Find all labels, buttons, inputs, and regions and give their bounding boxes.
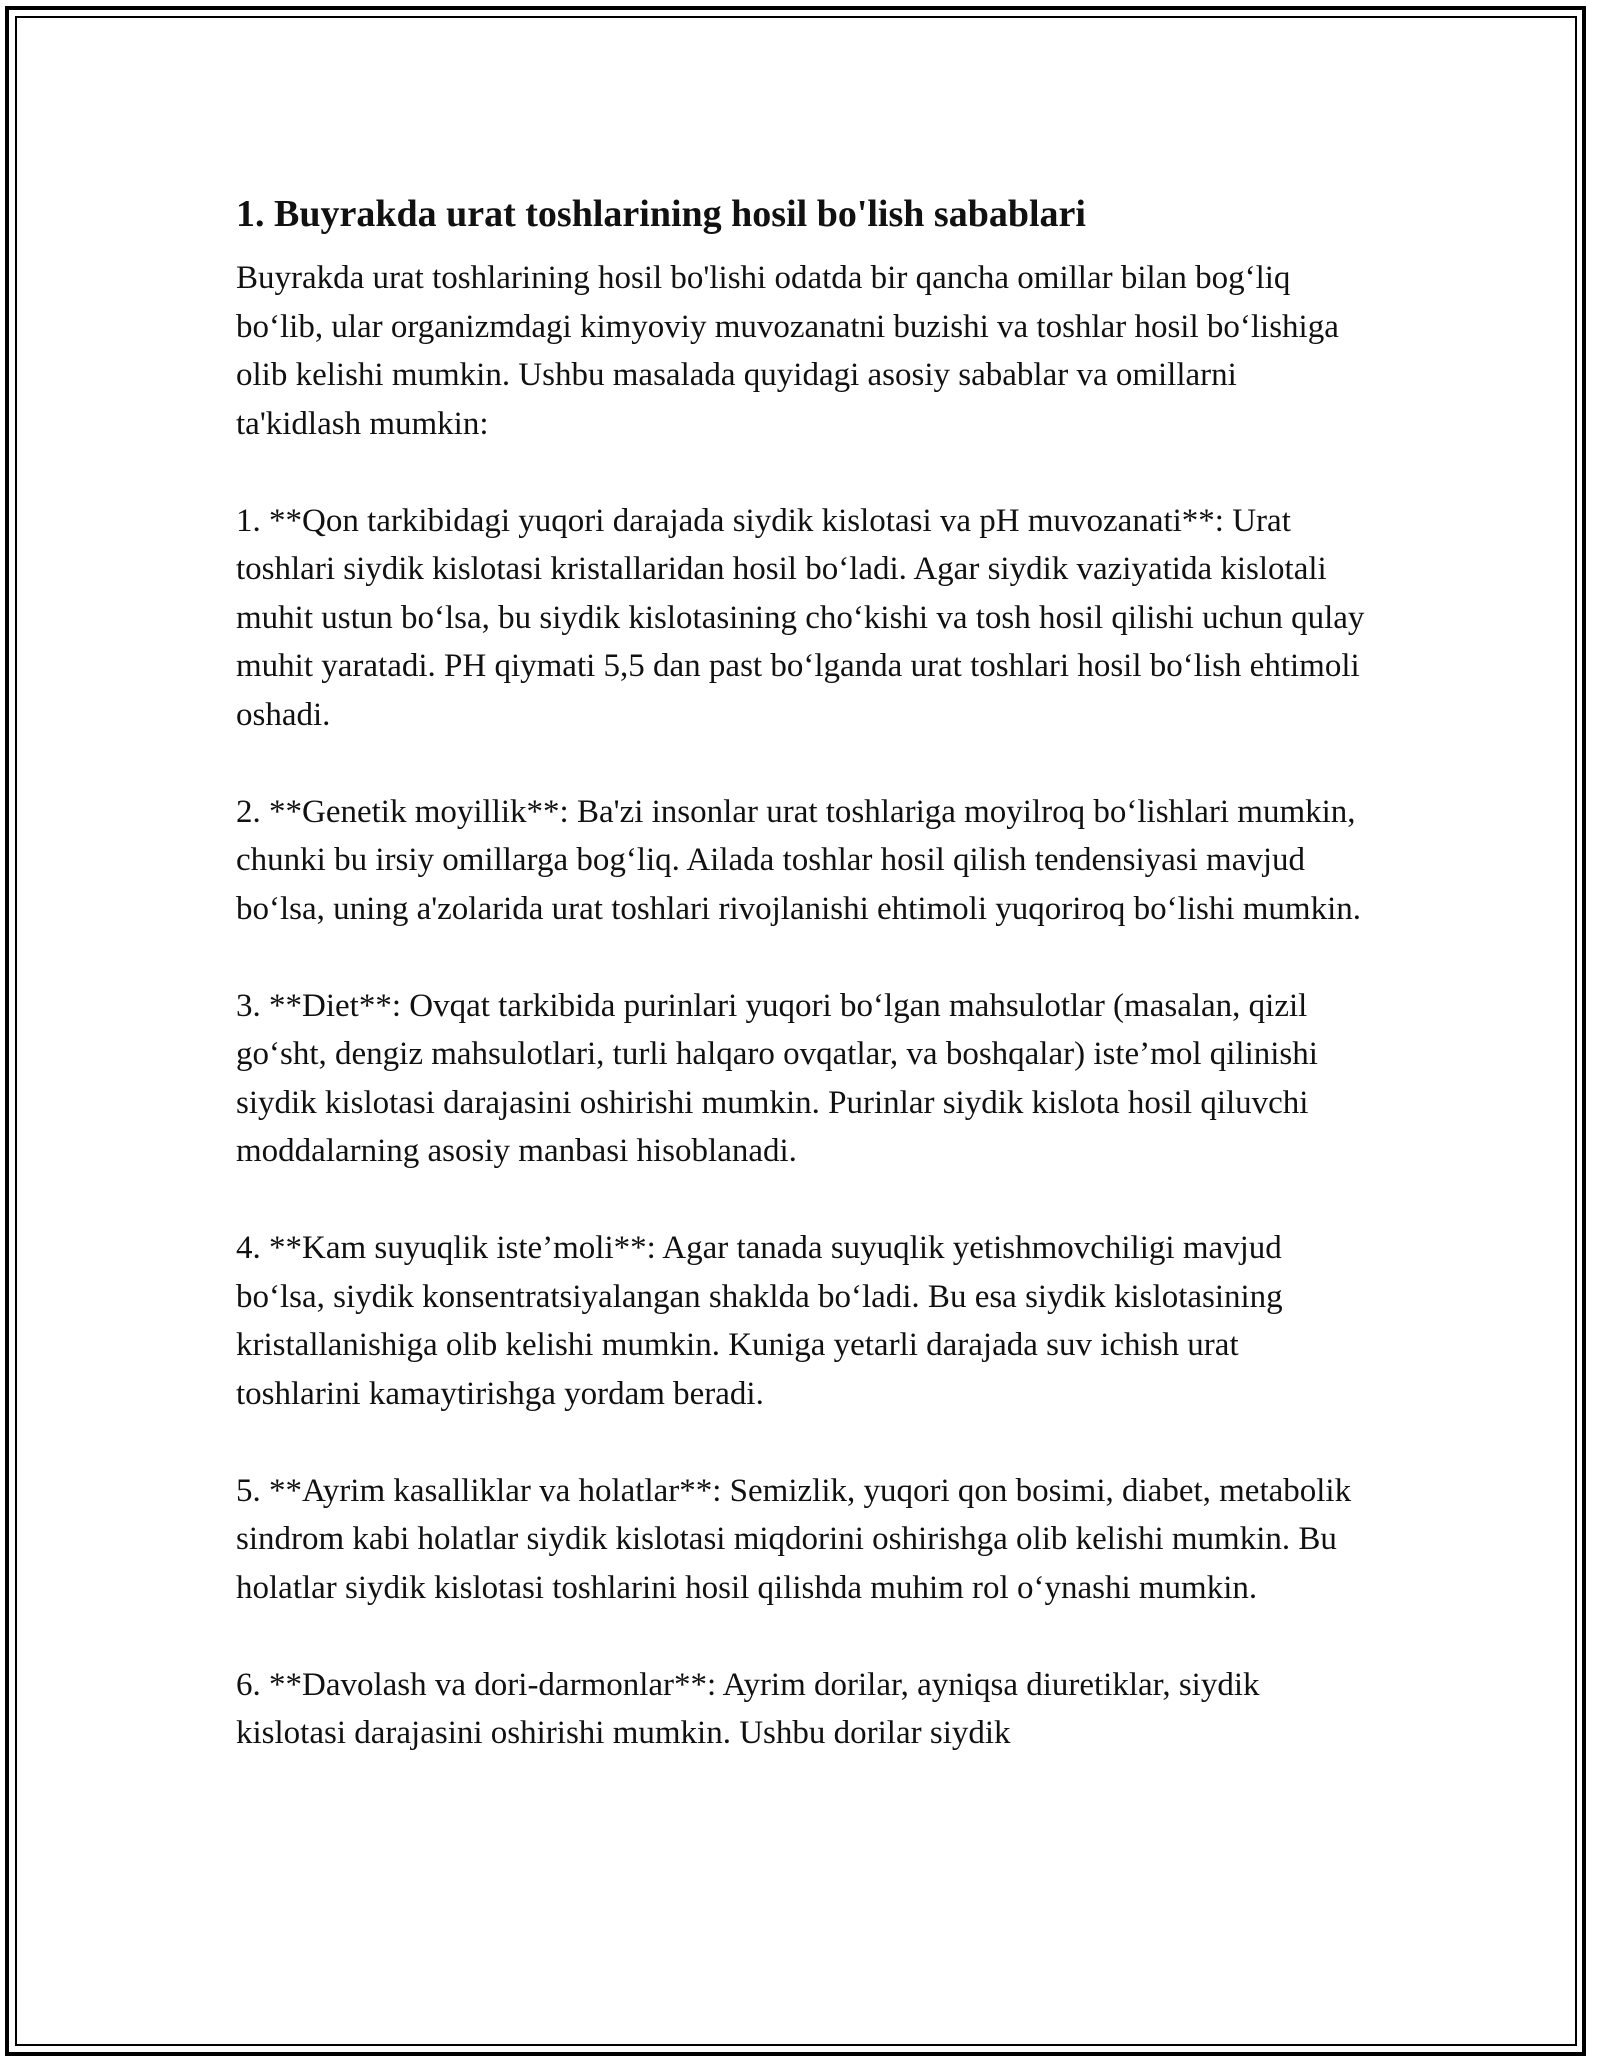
- section-heading: 1. Buyrakda urat toshlarining hosil bo'lish sabablari: [236, 193, 1086, 235]
- list-item-5: 5. **Ayrim kasalliklar va holatlar**: Semizlik, yuqori qon bosimi, diabet, metabolik sindrom kabi holatlar siydik kislotasi miqdorini oshirishga olib kelishi mumkin. Bu holatlar siydik kislotasi toshlarini hosil qilishda muhim rol o‘ynashi mumkin.: [236, 1472, 1352, 1606]
- document-body: [236, 186, 1366, 1758]
- list-item-6: 6. **Davolash va dori-darmonlar**: Ayrim dorilar, ayniqsa diuretiklar, siydik kislotasi darajasini oshirishi mumkin. Ushbu dorilar siydik: [236, 1666, 1260, 1751]
- intro-paragraph: Buyrakda urat toshlarining hosil bo'lishi odatda bir qancha omillar bilan bog‘liq bo‘lib, ular organizmdagi kimyoviy muvozanatni buzishi va toshlar hosil bo‘lishiga olib kelishi mumkin. Ushbu masalada quyidagi asosiy sabablar va omillarni ta'kidlash mumkin:: [236, 260, 1339, 442]
- list-item-2: 2. **Genetik moyillik**: Ba'zi insonlar urat toshlariga moyilroq bo‘lishlari mumkin, chunki bu irsiy omillarga bog‘liq. Ailada toshlar hosil qilish tendensiyasi mavjud bo‘lsa, uning a'zolarida urat toshlari rivojlanishi ehtimoli yuqoriroq bo‘lishi mumkin.: [236, 793, 1362, 927]
- list-item-1: 1. **Qon tarkibidagi yuqori darajada siydik kislotasi va pH muvozanati**: Urat toshlari siydik kislotasi kristallaridan hosil bo‘ladi. Agar siydik vaziyatida kislotali muhit ustun bo‘lsa, bu siydik kislotasining cho‘kishi va tosh hosil qilishi uchun qulay muhit yaratadi. PH qiymati 5,5 dan past bo‘lganda urat toshlari hosil bo‘lish ehtimoli oshadi.: [236, 502, 1365, 733]
- list-item-4: 4. **Kam suyuqlik iste’moli**: Agar tanada suyuqlik yetishmovchiligi mavjud bo‘lsa, siydik konsentratsiyalangan shaklda bo‘ladi. Bu esa siydik kislotasining kristallanishiga olib kelishi mumkin. Kuniga yetarli darajada suv ichish urat toshlarini kamaytirishga yordam beradi.: [236, 1230, 1283, 1412]
- list-item-3: 3. **Diet**: Ovqat tarkibida purinlari yuqori bo‘lgan mahsulotlar (masalan, qizil go‘sht, dengiz mahsulotlari, turli halqaro ovqatlar, va boshqalar) iste’mol qilinishi siydik kislotasi darajasini oshirishi mumkin. Purinlar siydik kislota hosil qiluvchi moddalarning asosiy manbasi hisoblanadi.: [236, 987, 1318, 1169]
